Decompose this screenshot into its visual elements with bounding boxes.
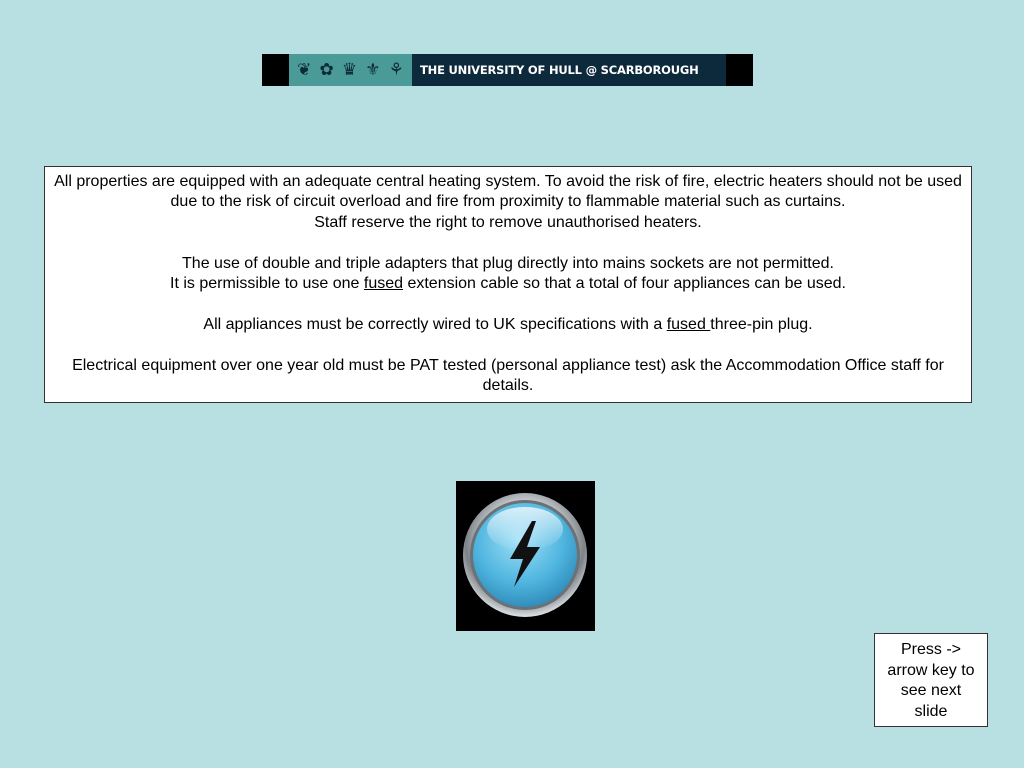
lightning-bolt-icon (456, 481, 595, 631)
banner-title-strip (412, 54, 726, 86)
heater-removal-note: Staff reserve the right to remove unauthorised heaters. (314, 213, 702, 231)
pat-testing-paragraph: Electrical equipment over one year old must be PAT tested (personal appliance test) ask the Accommodation Office staff for details. (72, 356, 944, 395)
fused-plug-emphasis: fused (666, 315, 711, 333)
wheatsheaf-icon: ❦ (297, 60, 312, 80)
crown-icon: ♛ (341, 60, 358, 80)
fleur-de-lis-icon: ⚜ (365, 60, 381, 80)
heating-paragraph: All properties are equipped with an adequate central heating system. To avoid the risk of fire, electric heaters should not be used due to the risk of circuit overload and fire from proximity to flammable material such as curtains. (54, 173, 962, 211)
bird-icon: ⚘ (388, 60, 404, 80)
rose-icon: ✿ (319, 60, 334, 80)
next-slide-hint: Press -> arrow key to see next slide (874, 633, 988, 727)
university-banner (262, 54, 753, 86)
fused-emphasis: fused (363, 275, 404, 293)
wiring-paragraph: All appliances must be correctly wired to UK specifications with a fused three-pin plug. (203, 315, 813, 333)
adapters-paragraph: The use of double and triple adapters that plug directly into mains sockets are not permitted. (182, 254, 834, 272)
banner-title: THE UNIVERSITY OF HULL @ SCARBOROUGH (420, 63, 699, 77)
extension-cable-paragraph: It is permissible to use one fused extension cable so that a total of four appliances can be used. (170, 275, 846, 293)
electrical-safety-text-box (44, 166, 972, 403)
crest-icons (289, 54, 412, 86)
